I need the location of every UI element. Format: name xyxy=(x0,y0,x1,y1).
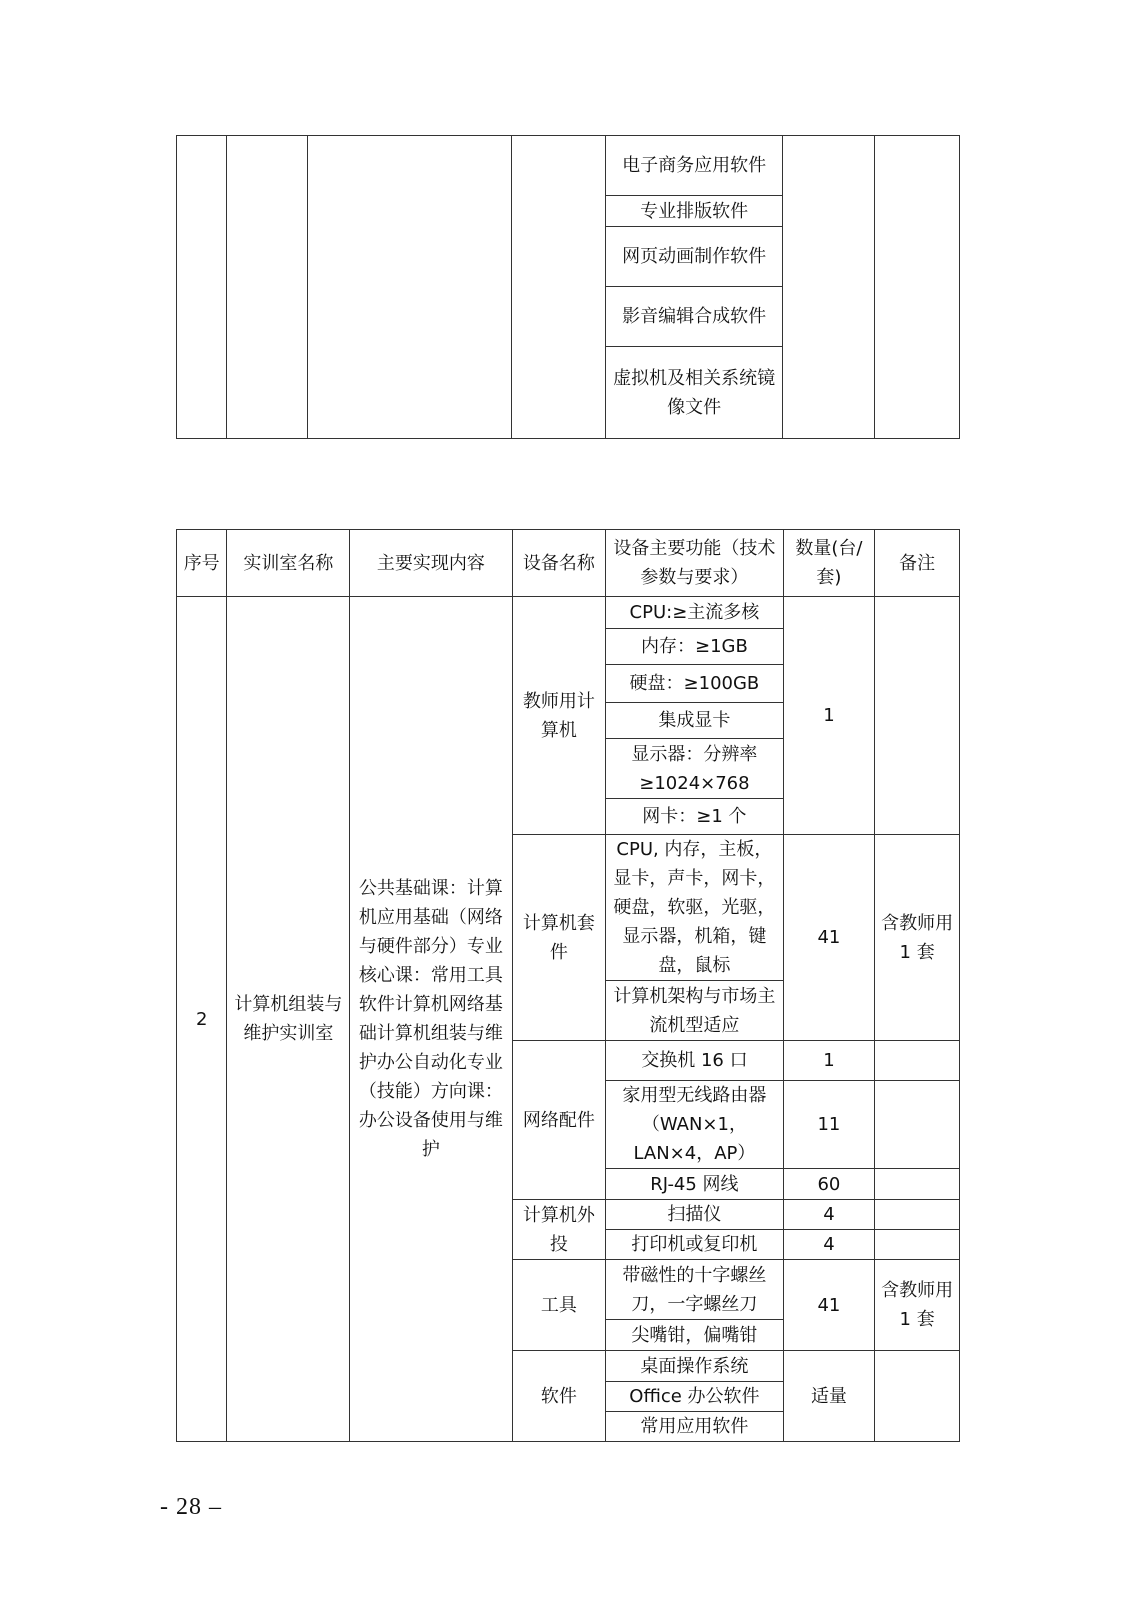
equipment-table xyxy=(176,529,960,1442)
function-cell: 内存：≥1GB xyxy=(606,629,783,665)
content-cell: 公共基础课：计算机应用基础（网络与硬件部分）专业核心课：常用工具软件计算机网络基础计算机组装与维护办公自动化专业（技能）方向课：办公设备使用与维护 xyxy=(350,597,512,1442)
function-cell: 硬盘：≥100GB xyxy=(606,665,783,703)
cont-device-cell xyxy=(511,136,605,439)
header-qty: 数量(台/套) xyxy=(783,530,875,597)
device-cell: 计算机外投 xyxy=(512,1200,606,1260)
note-cell xyxy=(875,1041,960,1081)
cont-seq-cell xyxy=(177,136,227,439)
note-cell: 含教师用 1 套 xyxy=(875,1260,960,1351)
function-cell: 专业排版软件 xyxy=(605,196,783,227)
function-cell: 交换机 16 口 xyxy=(606,1041,783,1081)
cont-qty-cell xyxy=(783,136,875,439)
note-cell xyxy=(875,1230,960,1260)
note-cell xyxy=(875,597,960,835)
qty-cell: 4 xyxy=(783,1200,875,1230)
cont-room-cell xyxy=(227,136,308,439)
room-cell: 计算机组装与维护实训室 xyxy=(227,597,350,1442)
function-cell: 尖嘴钳，偏嘴钳 xyxy=(606,1320,783,1351)
qty-cell: 4 xyxy=(783,1230,875,1260)
function-cell: 显示器：分辨率≥1024×768 xyxy=(606,739,783,799)
function-cell: 常用应用软件 xyxy=(606,1412,783,1442)
header-content: 主要实现内容 xyxy=(350,530,512,597)
continued-table xyxy=(176,135,960,439)
note-cell xyxy=(875,1351,960,1442)
device-cell: 软件 xyxy=(512,1351,606,1442)
function-cell: 扫描仪 xyxy=(606,1200,783,1230)
note-cell xyxy=(875,1200,960,1230)
qty-cell: 适量 xyxy=(783,1351,875,1442)
function-cell: 家用型无线路由器（WAN×1，LAN×4，AP） xyxy=(606,1081,783,1169)
qty-cell: 1 xyxy=(783,597,875,835)
header-note: 备注 xyxy=(875,530,960,597)
function-cell: 影音编辑合成软件 xyxy=(605,287,783,347)
qty-cell: 41 xyxy=(783,1260,875,1351)
header-function: 设备主要功能（技术参数与要求） xyxy=(606,530,783,597)
function-cell: CPU:≥主流多核 xyxy=(606,597,783,629)
function-cell: RJ-45 网线 xyxy=(606,1169,783,1200)
function-cell: Office 办公软件 xyxy=(606,1382,783,1412)
header-device: 设备名称 xyxy=(512,530,606,597)
function-cell: 集成显卡 xyxy=(606,703,783,739)
device-cell: 网络配件 xyxy=(512,1041,606,1200)
function-cell: 打印机或复印机 xyxy=(606,1230,783,1260)
function-cell: 网页动画制作软件 xyxy=(605,227,783,287)
header-seq: 序号 xyxy=(177,530,227,597)
function-cell: 虚拟机及相关系统镜像文件 xyxy=(605,347,783,439)
function-cell: 桌面操作系统 xyxy=(606,1351,783,1382)
device-cell: 工具 xyxy=(512,1260,606,1351)
function-cell: 网卡：≥1 个 xyxy=(606,799,783,835)
function-cell: 带磁性的十字螺丝刀，一字螺丝刀 xyxy=(606,1260,783,1320)
note-cell xyxy=(875,1081,960,1169)
qty-cell: 60 xyxy=(783,1169,875,1200)
device-cell: 计算机套件 xyxy=(512,835,606,1041)
cont-content-cell xyxy=(308,136,512,439)
note-cell xyxy=(875,1169,960,1200)
function-cell: 计算机架构与市场主流机型适应 xyxy=(606,981,783,1041)
qty-cell: 41 xyxy=(783,835,875,1041)
header-room: 实训室名称 xyxy=(227,530,350,597)
qty-cell: 1 xyxy=(783,1041,875,1081)
seq-cell: 2 xyxy=(177,597,227,1442)
cont-note-cell xyxy=(875,136,960,439)
device-cell: 教师用计算机 xyxy=(512,597,606,835)
note-cell: 含教师用 1 套 xyxy=(875,835,960,1041)
function-cell: CPU, 内存，主板，显卡，声卡，网卡，硬盘，软驱，光驱，显示器，机箱，键盘，鼠标 xyxy=(606,835,783,981)
function-cell: 电子商务应用软件 xyxy=(605,136,783,196)
page-number: - 28 – xyxy=(160,1494,222,1520)
header-row xyxy=(177,530,960,597)
qty-cell: 11 xyxy=(783,1081,875,1169)
